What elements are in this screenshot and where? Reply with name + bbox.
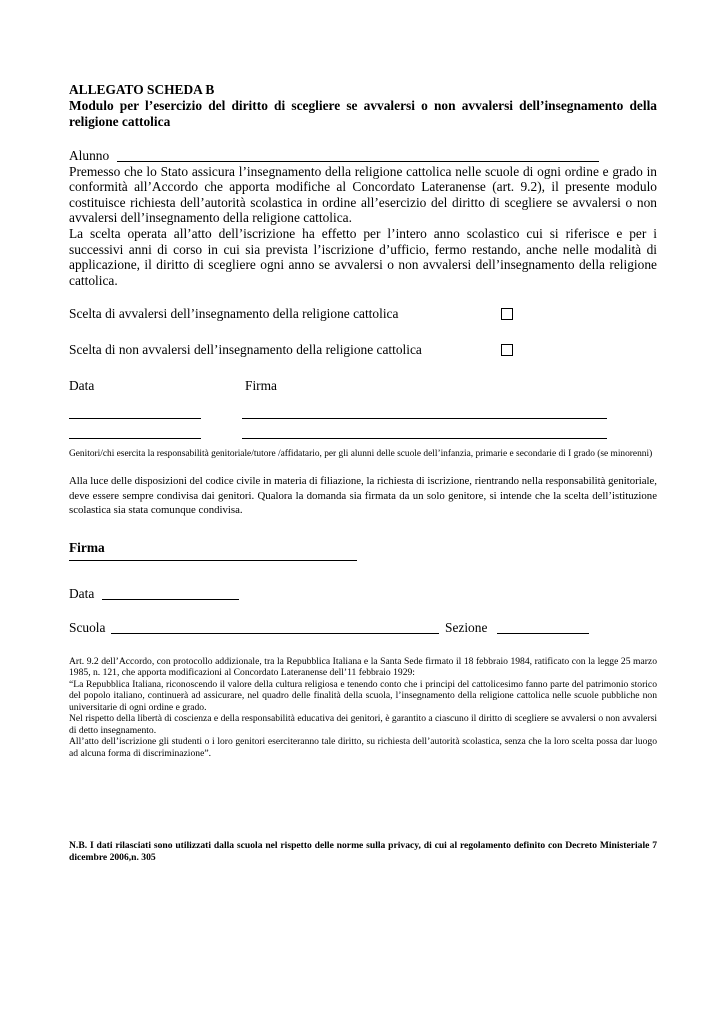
school-label: Scuola xyxy=(69,619,106,635)
second-signature-label: Firma xyxy=(69,539,105,555)
signature-row xyxy=(69,378,657,448)
date-label: Data xyxy=(69,378,95,394)
law-paragraph-3: Nel rispetto della libertà di coscienza e della responsabilità educativa dei genitori, è garantito a ciascuno il diritto di scegliere se avvalersi o non avvalersi di detto insegnamento. xyxy=(69,713,657,736)
intro-paragraph-2: La scelta operata all’atto dell’iscrizione ha effetto per l’intero anno scolastico cui si riferisce e per i successivi anni di corso in cui sia prevista l’iscrizione d’ufficio, fermo restando, anche nelle modalità di applicazione, il diritto di scegliere ogni anno se avvalersi o non avvalersi dell’insegnamento della religione cattolica. xyxy=(69,225,657,288)
law-excerpt xyxy=(69,656,657,760)
second-date-label: Data xyxy=(69,585,95,601)
signature-field-2[interactable] xyxy=(242,438,607,439)
law-paragraph-2: “La Repubblica Italiana, riconoscendo il valore della cultura religiosa e tenendo conto che i principi del cattolicesimo fanno parte del patrimonio storico del popolo italiano, continuerà ad assicurare, nel quadro delle finalità della scuola, l’insegnamento della religione cattolica nelle scuole pubbliche non universitarie di ogni ordine e grado. xyxy=(69,678,657,713)
choice-list xyxy=(69,306,657,358)
consent-notice: Alla luce delle disposizioni del codice civile in materia di filiazione, la richiesta di iscrizione, rientrando nella responsabilità genitoriale, deve essere sempre condivisa dai genitori. Qualora la domanda sia firmata da un solo genitore, si intende che la scelta dell’istituzione scolastica sia stata comunque condivisa. xyxy=(69,475,657,517)
law-paragraph-4: All’atto dell’iscrizione gli studenti o i loro genitori eserciteranno tale diritto, su richiesta dell’autorità scolastica, senza che la loro scelta possa dar luogo ad alcuna forma di discriminazione”. xyxy=(69,736,657,759)
section-field[interactable] xyxy=(497,633,589,634)
choice-non-avvalersi-label: Scelta di non avvalersi dell’insegnamento della religione cattolica xyxy=(69,342,422,358)
student-name-field[interactable] xyxy=(117,161,599,162)
form-page xyxy=(69,82,657,863)
choice-non-avvalersi-checkbox[interactable] xyxy=(501,344,513,356)
section-label: Sezione xyxy=(445,619,488,635)
intro-paragraph-1: Premesso che lo Stato assicura l’insegnamento della religione cattolica nelle scuole di ogni ordine e grado in conformità all’Accordo che apporta modifiche al Concordato Lateranense (art. 9.2), il presente modulo costituisce richiesta dell’autorità scolastica in ordine all’esercizio del diritto di scegliere se avvalersi o non avvalersi dell’insegnamento della religione cattolica. xyxy=(69,163,657,226)
second-date-field[interactable] xyxy=(102,599,239,600)
choice-avvalersi xyxy=(69,306,657,322)
choice-avvalersi-label: Scelta di avvalersi dell’insegnamento della religione cattolica xyxy=(69,306,399,322)
school-row xyxy=(69,620,657,638)
signature-label: Firma xyxy=(245,378,277,394)
date-field-2[interactable] xyxy=(69,438,201,439)
second-date-row xyxy=(69,586,657,604)
law-paragraph-1: Art. 9.2 dell’Accordo, con protocollo addizionale, tra la Repubblica Italiana e la Santa Sede firmato il 18 febbraio 1984, ratificato con la legge 25 marzo 1985, n. 121, che apporta modificazioni al Concordato Lateranense dell’11 febbraio 1929: xyxy=(69,655,657,679)
parents-note: Genitori/chi esercita la responsabilità genitoriale/tutore /affidatario, per gli alunni delle scuole dell’infanzia, primarie e secondarie di I grado (se minorenni) xyxy=(69,449,653,460)
privacy-footer-note: N.B. I dati rilasciati sono utilizzati dalla scuola nel rispetto delle norme sulla privacy, di cui al regolamento definito con Decreto Ministeriale 7 dicembre 2006,n. 305 xyxy=(69,840,657,863)
second-signature-row xyxy=(69,556,657,570)
signature-field-1[interactable] xyxy=(242,418,607,419)
second-signature-field[interactable] xyxy=(69,560,357,561)
school-field[interactable] xyxy=(111,633,439,634)
document-subtitle: Modulo per l’esercizio del diritto di scegliere se avvalersi o non avvalersi dell’insegnamento della religione cattolica xyxy=(69,98,657,129)
student-label: Alunno xyxy=(69,148,110,163)
date-field-1[interactable] xyxy=(69,418,201,419)
choice-non-avvalersi xyxy=(69,342,657,358)
choice-avvalersi-checkbox[interactable] xyxy=(501,308,513,320)
document-title: ALLEGATO SCHEDA B xyxy=(69,82,215,97)
student-row xyxy=(69,148,657,164)
